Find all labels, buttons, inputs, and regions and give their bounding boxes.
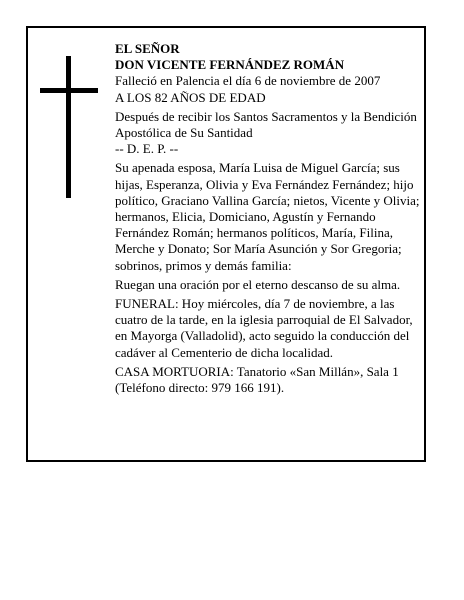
cross-horizontal-bar bbox=[40, 88, 98, 93]
honorific: EL SEÑOR bbox=[115, 41, 180, 56]
wake-text: CASA MORTUORIA: Tanatorio «San Millán», Sala 1 (Teléfono directo: 979 166 191). bbox=[115, 363, 399, 396]
obituary-notice bbox=[26, 26, 426, 462]
cross-icon bbox=[40, 56, 98, 198]
sacraments-text: Después de recibir los Santos Sacramentos y la Bendición Apostólica de Su Santidad bbox=[115, 108, 417, 141]
cross-vertical-bar bbox=[66, 56, 71, 198]
age-line: A LOS 82 AÑOS DE EDAD bbox=[115, 89, 266, 105]
deceased-name: DON VICENTE FERNÁNDEZ ROMÁN bbox=[115, 57, 345, 73]
funeral-text: FUNERAL: Hoy miércoles, día 7 de noviembre, a las cuatro de la tarde, en la iglesia parroquial de El Salvador, en Mayorga (Valladolid), acto seguido la conducción del cadáver al Cementerio de dicha localidad. bbox=[115, 296, 413, 360]
death-line: Falleció en Palencia el día 6 de noviembre de 2007 bbox=[115, 73, 381, 89]
rip-line: -- D. E. P. -- bbox=[115, 141, 179, 157]
prayer-text: Ruegan una oración por el eterno descanso de su alma. bbox=[115, 276, 401, 292]
obituary-text bbox=[115, 41, 423, 396]
family-text: Su apenada esposa, María Luisa de Miguel García; sus hijas, Esperanza, Olivia y Eva Fernández Fernández; hijo político, Graciano Vallina García; nietos, Vicente y Olivia; hermanos, Elicia, Domiciano, Agustín y Fernando Fernández Román; hermanos políticos, María, Filina, Merche y Donato; Sor María Asunción y Sor Gregoria; sobrinos, primos y demás familia: bbox=[115, 160, 420, 273]
